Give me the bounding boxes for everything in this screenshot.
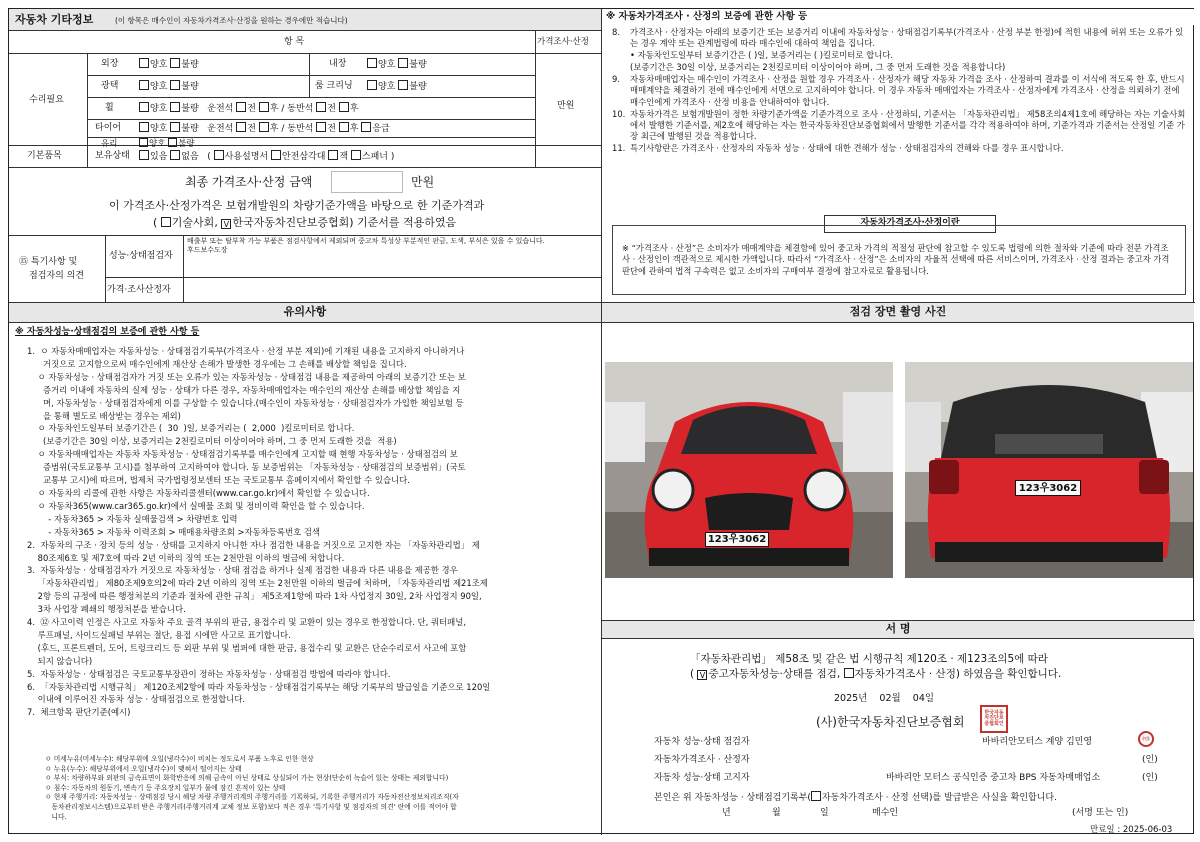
front-car-photo bbox=[605, 362, 893, 578]
signature-header bbox=[602, 621, 1194, 639]
interior-bad-checkbox[interactable] bbox=[398, 58, 408, 68]
notice-line: 루프패널, 사이드실패널 부위는 절단, 용접 시에만 사고로 표기합니다. bbox=[27, 629, 291, 640]
tire-bad-checkbox[interactable] bbox=[170, 122, 180, 132]
notice-line: 이내에 이루어진 자동차 성능 · 상태점검으로 한정합니다. bbox=[27, 694, 246, 705]
row-interior-label: 내장 bbox=[329, 59, 347, 69]
notice-small-line: ㅇ 미세누유(미세누수): 해당부위에 오일(냉각수)이 비치는 정도로서 부품 노후로 인한 현상 bbox=[45, 755, 314, 763]
guarantee-items bbox=[612, 27, 1188, 155]
final-price-label: 최종 가격조사·산정 금액 bbox=[185, 175, 313, 189]
definition-text: ※ “가격조사 · 산정”은 소비자가 매매계약을 체결함에 있어 중고차 가격의 적절성 판단에 참고할 수 있도록 법령에 의한 절차와 기준에 따라 전문 가격조사 · 산정인이 객관적으로 제시한 가액입니다. 따라서 “가격조사 · 산정”은 소비자의 자율적 선택에 따른 서비스이며, 가격조사 · 산정 결과는 중고자 가격판단에 관하여 법적 구속력은 없고 소비자의 구매여부 결정에 참고자료로 활용됩니다. bbox=[622, 243, 1170, 276]
manual-checkbox[interactable] bbox=[214, 150, 224, 160]
name-notifier: 바바리안 모터스 공식인증 중고차 BPS 자동차매매업소 bbox=[886, 773, 1101, 783]
triangle-checkbox[interactable] bbox=[271, 150, 281, 160]
notice-line: 7. 체크항목 판단기준(예시) bbox=[27, 707, 131, 718]
tire-good-checkbox[interactable] bbox=[139, 122, 149, 132]
guarantee-item bbox=[612, 74, 1188, 107]
exterior-bad-checkbox[interactable] bbox=[170, 58, 180, 68]
row-gloss-label: 광택 bbox=[101, 81, 119, 91]
guarantee-item bbox=[612, 143, 1188, 154]
notice-lines bbox=[27, 345, 599, 719]
row-room-cleaning-label: 룸 크리닝 bbox=[315, 81, 353, 91]
guarantee-item-number bbox=[612, 50, 630, 61]
guarantee-item bbox=[612, 50, 1188, 61]
notice-line: 2항 등의 규정에 따른 행정처분의 기준과 절차에 관한 규칙」 제5조제1항에 따라 1차 사업정지 30일, 2차 사업정지 90일, bbox=[27, 591, 482, 602]
room-cleaning-options: 양호 불량 bbox=[367, 80, 427, 94]
possession-options: 있음 없음 ( 사용설명서 안전삼각대 잭 스패너 ) bbox=[139, 150, 394, 164]
tire-driver-front-checkbox[interactable] bbox=[236, 122, 246, 132]
signature-panel bbox=[602, 621, 1195, 835]
glass-good-checkbox[interactable] bbox=[139, 138, 148, 147]
notice-line: 4. ⑫ 사고이력 인정은 사고로 자동차 주요 골격 부위의 판금, 용접수리 및 교환이 있는 경우로 한정합니다. 단, 쿼터패널, bbox=[27, 617, 466, 628]
notice-small-line: 동차관리정보시스템)으로부터 받은 주행거리(주행거리계 교체 정보 포함)보다 적은 경우 '특기사항 및 점검자의 의견' 란에 이를 적어야 합 bbox=[45, 802, 457, 811]
gloss-bad-checkbox[interactable] bbox=[170, 80, 180, 90]
etc-info-panel bbox=[9, 9, 602, 303]
guarantee-item bbox=[612, 62, 1188, 73]
notice-line: ㅇ 자동차매매업자는 자동차 자동차성능 · 상태점검기록부를 매수인에게 고지할 때 현행 자동차성능 · 상태점검의 보 bbox=[27, 449, 458, 460]
col-price-header: 가격조사·산정 bbox=[537, 37, 589, 47]
glass-options: 양호 불량 bbox=[139, 138, 195, 150]
notice-line: ㅇ 자동차성능 · 상태점검자가 거짓 또는 오류가 있는 자동차성능 · 상태점검 내용을 제공하여 아래의 보증기간 또는 보 bbox=[27, 371, 466, 382]
guarantee-item-text: 가격조사 · 산정자는 아래의 보증기간 또는 보증거리 이내에 자동차성능 · 상태점검기록부(가격조사 · 산정 부분 한정)에 적힌 내용에 허위 또는 오류가 있는 경우 계약 또는 관계법령에 따라 매수인에 대하여 책임을 집니다. bbox=[630, 27, 1184, 49]
wheel-driver-front-checkbox[interactable] bbox=[236, 102, 246, 112]
signature-date: 2025년 02월 04일 bbox=[834, 693, 935, 704]
notice-line: ㅇ 자동차인도일부터 보증기간은 ( 30 )일, 보증거리는 ( 2,000 )킬로미터로 합니다. bbox=[27, 423, 355, 434]
performance-check-checkbox[interactable]: V bbox=[697, 670, 707, 680]
notice-line: - 자동차365 > 자동차 이력조회 > 매매용차량조회 >자동차등록번호 검색 bbox=[27, 526, 320, 537]
special-notes-label-1: ⑮ 특기사항 및 bbox=[19, 257, 78, 267]
guarantee-item bbox=[612, 27, 1188, 49]
confirm-line: 본인은 위 자동차성능 · 상태점검기록부( 자동차가격조사 · 산정 선택)를 발급받은 사실을 확인합니다. bbox=[654, 793, 1057, 803]
notice-small-lines bbox=[45, 755, 601, 822]
basis-kadi-checkbox[interactable]: V bbox=[221, 219, 231, 229]
guarantee-item-text: 자동차매매업자는 매수인이 가격조사 · 산정을 원할 경우 가격조사 · 산정자가 해당 자동차 가격을 조사 · 산정하여 결과를 이 서식에 적도록 한 후, 반드시 매매계약을 체결하기 전에 매수인에게 서면으로 고지하여야 합니다. 이 경우 자동차 매매업자는 가격조사 · 산정자에게 가격조사 · 산정을 의뢰하기 전에 매수인에게 가격조사 · 산정 비용을 안내하여야 합니다. bbox=[630, 74, 1185, 107]
col-item-header: 항 목 bbox=[284, 37, 305, 47]
room-good-checkbox[interactable] bbox=[367, 80, 377, 90]
basis-line-2: ( 기술사회, V 한국자동차진단보증협회) 기준서를 적용하였음 bbox=[153, 216, 457, 229]
notice-line: 증범위(국토교통부 고시)를 첨부하여 고지하여야 합니다. 동 보증범위는 「자동차성능 · 상태점검의 보증범위」(국토 bbox=[27, 462, 466, 473]
buyer-sign: (서명 또는 인) bbox=[1072, 808, 1129, 818]
signature-org: (사)한국자동차진단보증협회 bbox=[816, 715, 965, 729]
final-price-input[interactable] bbox=[331, 171, 403, 193]
notice-line: 80조제6호 및 제7호에 따라 2년 이하의 징역 또는 2천만원 이하의 벌금에 처합니다. bbox=[27, 552, 345, 563]
room-bad-checkbox[interactable] bbox=[398, 80, 408, 90]
notice-line: 5. 자동차성능 · 상태점검은 국토교통부장관이 정하는 자동차성능 · 상태점검 방법에 따라야 합니다. bbox=[27, 668, 391, 679]
buyer-label: 매수인 bbox=[872, 808, 899, 818]
price-guarantee-title: ※ 자동차가격조사 · 산정의 보증에 관한 사항 등 bbox=[606, 11, 808, 22]
final-price-unit: 만원 bbox=[411, 175, 435, 189]
notice-header bbox=[9, 303, 601, 323]
wheel-driver-rear-checkbox[interactable] bbox=[259, 102, 269, 112]
guarantee-item-number: 9. bbox=[612, 74, 620, 85]
notice-line: 증거리 이내에 자동차의 실제 성능 · 상태가 다른 경우, 자동차매매업자는 매수인의 재산상 손해를 배상할 책임을 지 bbox=[27, 384, 461, 395]
expiry-date: 만료일 : 2025-06-03 bbox=[1090, 825, 1173, 835]
etc-info-subtitle: (이 항목은 매수인이 자동차가격조사·산정을 원하는 경우에만 적습니다) bbox=[115, 16, 348, 25]
wheel-passenger-rear-checkbox[interactable] bbox=[339, 102, 349, 112]
role-price: 자동차가격조사 · 산정자 bbox=[654, 755, 750, 765]
tire-options: 양호 불량 운전석 전 후 / 동반석 전 후 응급 bbox=[139, 122, 390, 136]
wheel-options: 양호 불량 운전석 전 후 / 동반석 전 후 bbox=[139, 102, 358, 116]
notice-line: 2. 자동차의 구조 · 장치 등의 성능 · 상태를 고지하지 아니한 자나 점검한 내용을 거짓으로 고지한 자는 「자동차관리법」 제 bbox=[27, 539, 480, 550]
blank-year: 년 bbox=[722, 808, 731, 818]
notice-subtitle: ※ 자동차성능·상태점검의 보증에 관한 사항 등 bbox=[15, 327, 200, 337]
association-seal: 한국자동차진단보증협회인 bbox=[980, 705, 1008, 733]
row-possession-label: 보유상태 bbox=[95, 151, 130, 161]
rear-car-icon bbox=[905, 362, 1193, 578]
interior-options: 양호 불량 bbox=[367, 58, 427, 72]
signature-line-2: ( V 중고자동차성능·상태를 점검, 자동차가격조사 · 산정) 하였음을 확인합니다. bbox=[690, 668, 1062, 680]
notice-line: ㅇ 자동차365(www.car365.go.kr)에서 실매물 조회 및 정비이력 확인을 할 수 있습니다. bbox=[27, 500, 365, 511]
notice-line: 거짓으로 고지함으로써 매수인에게 재산상 손해가 발생한 경우에는 그 손해를 배상할 책임을 집니다. bbox=[27, 358, 407, 369]
notice-line: 「자동차관리법」 제80조제9호의2에 따라 2년 이하의 징역 또는 2천만원 이하의 벌금에 처하며, 「자동차관리법 제21조제 bbox=[27, 578, 488, 589]
wheel-passenger-front-checkbox[interactable] bbox=[316, 102, 326, 112]
glass-bad-checkbox[interactable] bbox=[168, 138, 177, 147]
guarantee-item-text: 자동차가격은 보험개발원이 정한 차량기준가액을 기준가격으로 조사 · 산정하되, 기준서는 「자동차관리법」 제58조의4제1호에 해당하는 자는 기술사회에서 발행한 기준서를, 제2호에 해당하는 자는 한국자동차진단보증협회에서 발행한 기준서를 각각 적용하여야 하며, 기준가격과 기준서는 산정일 기준 가장 최근에 발행된 것을 적용합니다. bbox=[630, 108, 1186, 141]
confirm-price-checkbox[interactable] bbox=[811, 791, 821, 801]
role-inspector: 자동차 성능·상태 점검자 bbox=[654, 737, 750, 747]
gloss-good-checkbox[interactable] bbox=[139, 80, 149, 90]
guarantee-item-number: 11. bbox=[612, 142, 626, 153]
notice-small-line: ㅇ 누유(누수): 해당부위에서 오일(냉각수)이 맺혀서 떨어지는 상태 bbox=[45, 764, 242, 773]
tire-passenger-rear-checkbox[interactable] bbox=[339, 122, 349, 132]
jack-checkbox[interactable] bbox=[328, 150, 338, 160]
notice-line: 교통부 고시)에 따르며, 법제처 국가법령정보센터 또는 국토교통부 홈페이지에서 확인할 수 있습니다. bbox=[27, 475, 410, 486]
guarantee-item bbox=[612, 109, 1188, 142]
blank-month: 월 bbox=[772, 808, 781, 818]
group-repair-label: 수리필요 bbox=[29, 95, 64, 105]
tire-passenger-front-checkbox[interactable] bbox=[316, 122, 326, 132]
blank-day: 일 bbox=[820, 808, 829, 818]
notice-line: 3차 사업장 폐쇄의 행정처분을 받습니다. bbox=[27, 604, 186, 615]
group-basic-label: 기본품목 bbox=[27, 151, 62, 161]
price-seal-mark: (인) bbox=[1142, 755, 1158, 765]
rear-car-photo bbox=[905, 362, 1193, 578]
etc-info-header bbox=[9, 9, 601, 31]
tire-emergency-checkbox[interactable] bbox=[361, 122, 371, 132]
front-plate: 123우3062 bbox=[705, 532, 769, 547]
spanner-checkbox[interactable] bbox=[351, 150, 361, 160]
special-notes-label-2: 점검자의 의견 bbox=[29, 271, 85, 281]
tire-driver-rear-checkbox[interactable] bbox=[259, 122, 269, 132]
notice-line: ㅇ 자동차의 리콜에 관한 사항은 자동차리콜센터(www.car.go.kr)에서 확인할 수 있습니다. bbox=[27, 487, 370, 498]
row-tire-label: 타이어 bbox=[95, 123, 122, 133]
notice-line: (후드, 프론트펜더, 도어, 트렁크리드 등 외판 부위 및 범퍼에 대한 판금, 용접수리 및 교환은 단순수리로서 사고에 포함 bbox=[27, 642, 467, 653]
notice-line: 3. 자동차성능 · 상태점검자가 거짓으로 자동차성능 · 상태 점검을 하거나 실제 점검한 내용과 다른 내용을 제공한 경우 bbox=[27, 565, 458, 576]
notice-small-line: ㅇ 현재 주행거리: 자동차성능 · 상태점검 당시 해당 차량 주행거리계의 주행거리를 기록하되, 기록한 주행거리가 자동차전산정보처리조직(자 bbox=[45, 793, 459, 802]
definition-title: 자동차가격조사·산정이란 bbox=[860, 218, 960, 229]
notice-small-line: 니다. bbox=[45, 812, 67, 821]
guarantee-item-text: 특기사항란은 가격조사 · 산정자의 자동차 성능 · 상태에 대한 견해가 성능 · 상태점검자의 견해와 다를 경우 표시합니다. bbox=[630, 142, 1064, 153]
gloss-options: 양호 불량 bbox=[139, 80, 199, 94]
guarantee-item-number: 8. bbox=[612, 27, 620, 37]
notifier-seal-mark: (인) bbox=[1142, 773, 1158, 783]
notice-line: 을 통해 별도로 배상받는 경우는 제외) bbox=[27, 410, 181, 421]
notice-line: 며, 자동차성능 · 상태점검자에게 이를 구상할 수 있습니다.(매수인이 자동차성능 · 상태점검자가 가입한 책임보험 등 bbox=[27, 397, 464, 408]
notice-line: - 자동차365 > 자동차 실매물검색 > 차량번호 입력 bbox=[27, 513, 238, 524]
possession-none-checkbox[interactable] bbox=[170, 150, 180, 160]
unit-man-won: 만원 bbox=[557, 101, 575, 111]
exterior-options: 양호 불량 bbox=[139, 58, 199, 72]
row-wheel-label: 휠 bbox=[105, 103, 114, 113]
signature-title: 서 명 bbox=[885, 622, 911, 636]
guarantee-item-number bbox=[612, 62, 630, 73]
notice-line: 되지 않습니다) bbox=[27, 655, 93, 666]
guarantee-item-text: • 자동차인도일부터 보증기간은 ( )일, 보증거리는 ( )킬로미터로 합니다. bbox=[630, 50, 894, 61]
notice-panel bbox=[9, 303, 602, 835]
basis-line-1: 이 가격조사·산정가격은 보험개발원의 차량기준가액을 바탕으로 한 기준가격과 bbox=[109, 199, 485, 212]
wheel-bad-checkbox[interactable] bbox=[170, 102, 180, 112]
name-inspector: 바바리안모터스 계양 김민영 bbox=[982, 737, 1093, 747]
wheel-good-checkbox[interactable] bbox=[139, 102, 149, 112]
etc-info-title: 자동차 기타정보 bbox=[15, 13, 94, 26]
perf-inspector-label: 성능·상태점검자 bbox=[109, 251, 173, 261]
rear-plate: 123우3062 bbox=[1015, 480, 1081, 496]
row-glass-label: 유리 bbox=[101, 139, 118, 149]
price-check-checkbox[interactable] bbox=[844, 668, 854, 678]
interior-good-checkbox[interactable] bbox=[367, 58, 377, 68]
notice-line: 6. 「자동차관리법 시행규칙」 제120조제2항에 따라 자동차성능 · 상태점검기록부는 해당 기록부의 발급일을 기준으로 120일 bbox=[27, 681, 491, 692]
inspection-record-page bbox=[8, 8, 1194, 834]
guarantee-item-text: (보증기간은 30일 이상, 보증거리는 2천킬로미터 이상이어야 하며, 그 중 먼저 도래한 것을 적용합니다) bbox=[630, 62, 1006, 73]
possession-has-checkbox[interactable] bbox=[139, 150, 149, 160]
notice-line: (보증기간은 30일 이상, 보증거리는 2천킬로미터 이상이어야 하며, 그 중 먼저 도래한 것을 적용) bbox=[27, 436, 397, 447]
notice-small-line: ㅇ 침수: 자동차의 원동기, 변속기 등 주요장치 일부가 물에 잠긴 흔적이 있는 상태 bbox=[45, 783, 286, 792]
guarantee-item-number: 10. bbox=[612, 108, 626, 119]
photo-header bbox=[602, 303, 1194, 323]
signature-line-1: 「자동차관리법」 제58조 및 같은 법 시행규칙 제120조 · 제123조의5에 따라 bbox=[690, 653, 1048, 665]
exterior-good-checkbox[interactable] bbox=[139, 58, 149, 68]
basis-tech-checkbox[interactable] bbox=[161, 217, 171, 227]
perf-inspector-note: 배출부 또는 탈부착 가능 부품은 점검사항에서 제외되며 중고차 특성상 부분적인 판금, 도색, 부식은 있을 수 있습니다. 후드보수도장 bbox=[187, 237, 545, 255]
photo-panel bbox=[602, 303, 1195, 621]
inspector-seal: (인) bbox=[1138, 731, 1154, 747]
role-notifier: 자동차 성능·상태 고지자 bbox=[654, 773, 750, 783]
price-inspector-label: 가격·조사산정자 bbox=[107, 285, 171, 295]
notice-title: 유의사항 bbox=[283, 305, 327, 319]
photo-title: 점검 장면 촬영 사진 bbox=[849, 305, 947, 319]
row-exterior-label: 외장 bbox=[101, 59, 119, 69]
price-guarantee-panel bbox=[602, 9, 1195, 303]
notice-small-line: ㅇ 부식: 차량하부와 외판의 금속표면이 화학반응에 의해 금속이 아닌 상태로 상실되어 가는 현상(단순히 녹슬어 있는 상태는 제외합니다) bbox=[45, 774, 449, 783]
notice-line: 1. ㅇ 자동차매매업자는 자동차성능 · 상태점검기록부(가격조사 · 산정 부분 제외)에 기재된 내용을 고지하지 아니하거나 bbox=[27, 346, 465, 356]
